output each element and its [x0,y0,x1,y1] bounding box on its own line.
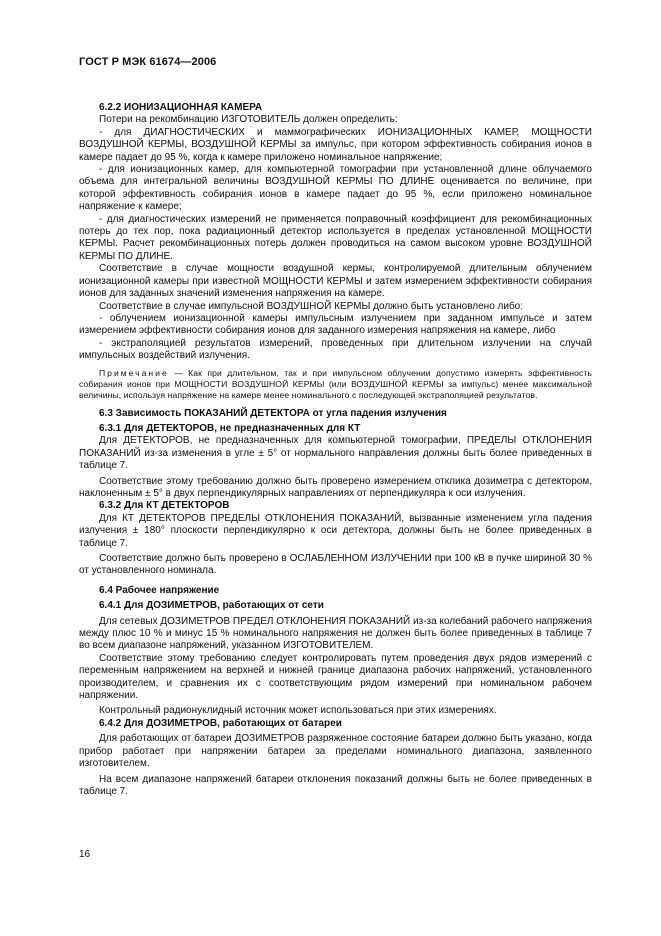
paragraph: На всем диапазоне напряжений батареи отклонения показаний должны быть не более приведенных в таблице 7. [79,773,592,797]
section-heading-6-3: 6.3 Зависимость ПОКАЗАНИЙ ДЕТЕКТОРА от угла падения излучения [99,407,447,419]
list-item: - для диагностических измерений не применяется поправочный коэффициент для рекомбинационных потерь до тех пор, пока радиационный детектор используется в пределах установленной МОЩНОСТИ КЕРМЫ. Расчет рекомбинационных потерь должен проводиться на самом высоком уровне ВОЗДУШНОЙ КЕРМЫ ПО ДЛИНЕ. [79,213,592,262]
list-item: - экстраполяцией результатов измерений, проведенных при длительном излучении на случай импульсных воздействий излучения. [79,337,592,362]
list-item: - для ионизационных камер, для компьютерной томографии при установленной длине облучаемого объема для интегральной величины ВОЗДУШНОЙ КЕРМЫ ПО ДЛИНЕ оценивается по величине, при которой эффективность собирания ионов в камере падает до 95 %, если приложено номинальное напряжение к камере; [79,164,592,213]
paragraph: Соответствие должно быть проверено в ОСЛАБЛЕННОМ ИЗЛУЧЕНИИ при 100 кВ в пучке шириной 30 % от установленного номинала. [79,553,592,577]
paragraph: Соответствие этому требованию должно быть проверено измерением отклика дозиметра с детектором, наклоненным ± 5° в двух перпендикулярных направлениях от перпендикуляра к оси излучения. [79,475,592,499]
section-heading-6-4: 6.4 Рабочее напряжение [99,584,220,596]
paragraph: Потери на рекомбинацию ИЗГОТОВИТЕЛЬ должен определить: [99,114,398,126]
document-body [79,102,592,798]
paragraph: Соответствие этому требованию следует контролировать путем проведения двух рядов измерений с переменным напряжением на верхней и нижней границе диапазона рабочих напряжений, установленного производителем, и сравнения их с соответствующим рядом измерений при номинальном рабочем напряжении. [79,652,592,702]
paragraph: Для работающих от батареи ДОЗИМЕТРОВ разряженное состояние батареи должно быть указано, когда прибор работает при напряжении батареи за пределами номинального диапазона, заявленного изготовителем. [79,733,592,770]
note-label: Примечание [99,367,169,378]
paragraph: Для ДЕТЕКТОРОВ, не предназначенных для компьютерной томографии, ПРЕДЕЛЫ ОТКЛОНЕНИЯ ПОКАЗАНИЙ из-за изменения в угле ± 5° от нормального направления должны быть более приведенных в таблице 7. [79,435,592,472]
note-text: — Как при длительном, так и при импульсном облучении допустимо измерять эффективность собирания ионов при МОЩНОСТИ ВОЗДУШНОЙ КЕРМЫ (или ВОЗДУШНОЙ КЕРМЫ за импульс) менее максимальной величины, используя напряжение на камере менее номинального с последующей экстраполяцией результатов. [79,367,592,400]
list-item: - облучением ионизационной камеры импульсным излучением при заданном импульсе и затем измерением эффективности собирания ионов для заданного измерения напряжения на камере, либо [79,312,592,337]
page-number: 16 [79,849,91,860]
list-item: - для ДИАГНОСТИЧЕСКИХ и маммографических ИОНИЗАЦИОННЫХ КАМЕР, МОЩНОСТИ ВОЗДУШНОЙ КЕРМЫ, ВОЗДУШНОЙ КЕРМЫ за импульс, при котором эффективность собирания ионов в камере падает до 95 %, когда к камере приложено номинальное напряжение; [79,126,592,163]
paragraph: Для КТ ДЕТЕКТОРОВ ПРЕДЕЛЫ ОТКЛОНЕНИЯ ПОКАЗАНИЙ, вызванные изменением угла падения излучения ± 180° плоскости перпендикулярно к оси детектора, должны быть не более приведенных в таблице 7. [79,512,592,549]
note [79,368,592,401]
paragraph: Для сетевых ДОЗИМЕТРОВ ПРЕДЕЛ ОТКЛОНЕНИЯ ПОКАЗАНИЙ из-за колебаний рабочего напряжения между плюс 10 % и минус 15 % номинального напряжения не должен быть более приведенных в таблице 7 во всем диапазоне напряжений, указанном ИЗГОТОВИТЕЛЕМ. [79,615,592,652]
section-heading-6-2-2: 6.2.2 ИОНИЗАЦИОННАЯ КАМЕРА [99,102,263,113]
document-header: ГОСТ Р МЭК 61674—2006 [79,56,217,68]
section-heading-6-4-2: 6.4.2 Для ДОЗИМЕТРОВ, работающих от батареи [99,717,342,729]
section-heading-6-4-1: 6.4.1 Для ДОЗИМЕТРОВ, работающих от сети [99,600,324,612]
paragraph: Соответствие в случае импульсной ВОЗДУШНОЙ КЕРМЫ должно быть установлено либо: [99,300,524,312]
paragraph: Соответствие в случае мощности воздушной кермы, контролируемой длительным облучением ионизационной камеры при известной МОЩНОСТИ КЕРМЫ и затем измерением эффективности собирания ионов для заданных значений изменения напряжения на камере. [79,263,592,300]
section-heading-6-3-1: 6.3.1 Для ДЕТЕКТОРОВ, не предназначенных для КТ [99,422,361,434]
section-heading-6-3-2: 6.3.2 Для КТ ДЕТЕКТОРОВ [99,500,230,512]
paragraph: Контрольный радионуклидный источник может использоваться при этих измерениях. [99,705,497,717]
